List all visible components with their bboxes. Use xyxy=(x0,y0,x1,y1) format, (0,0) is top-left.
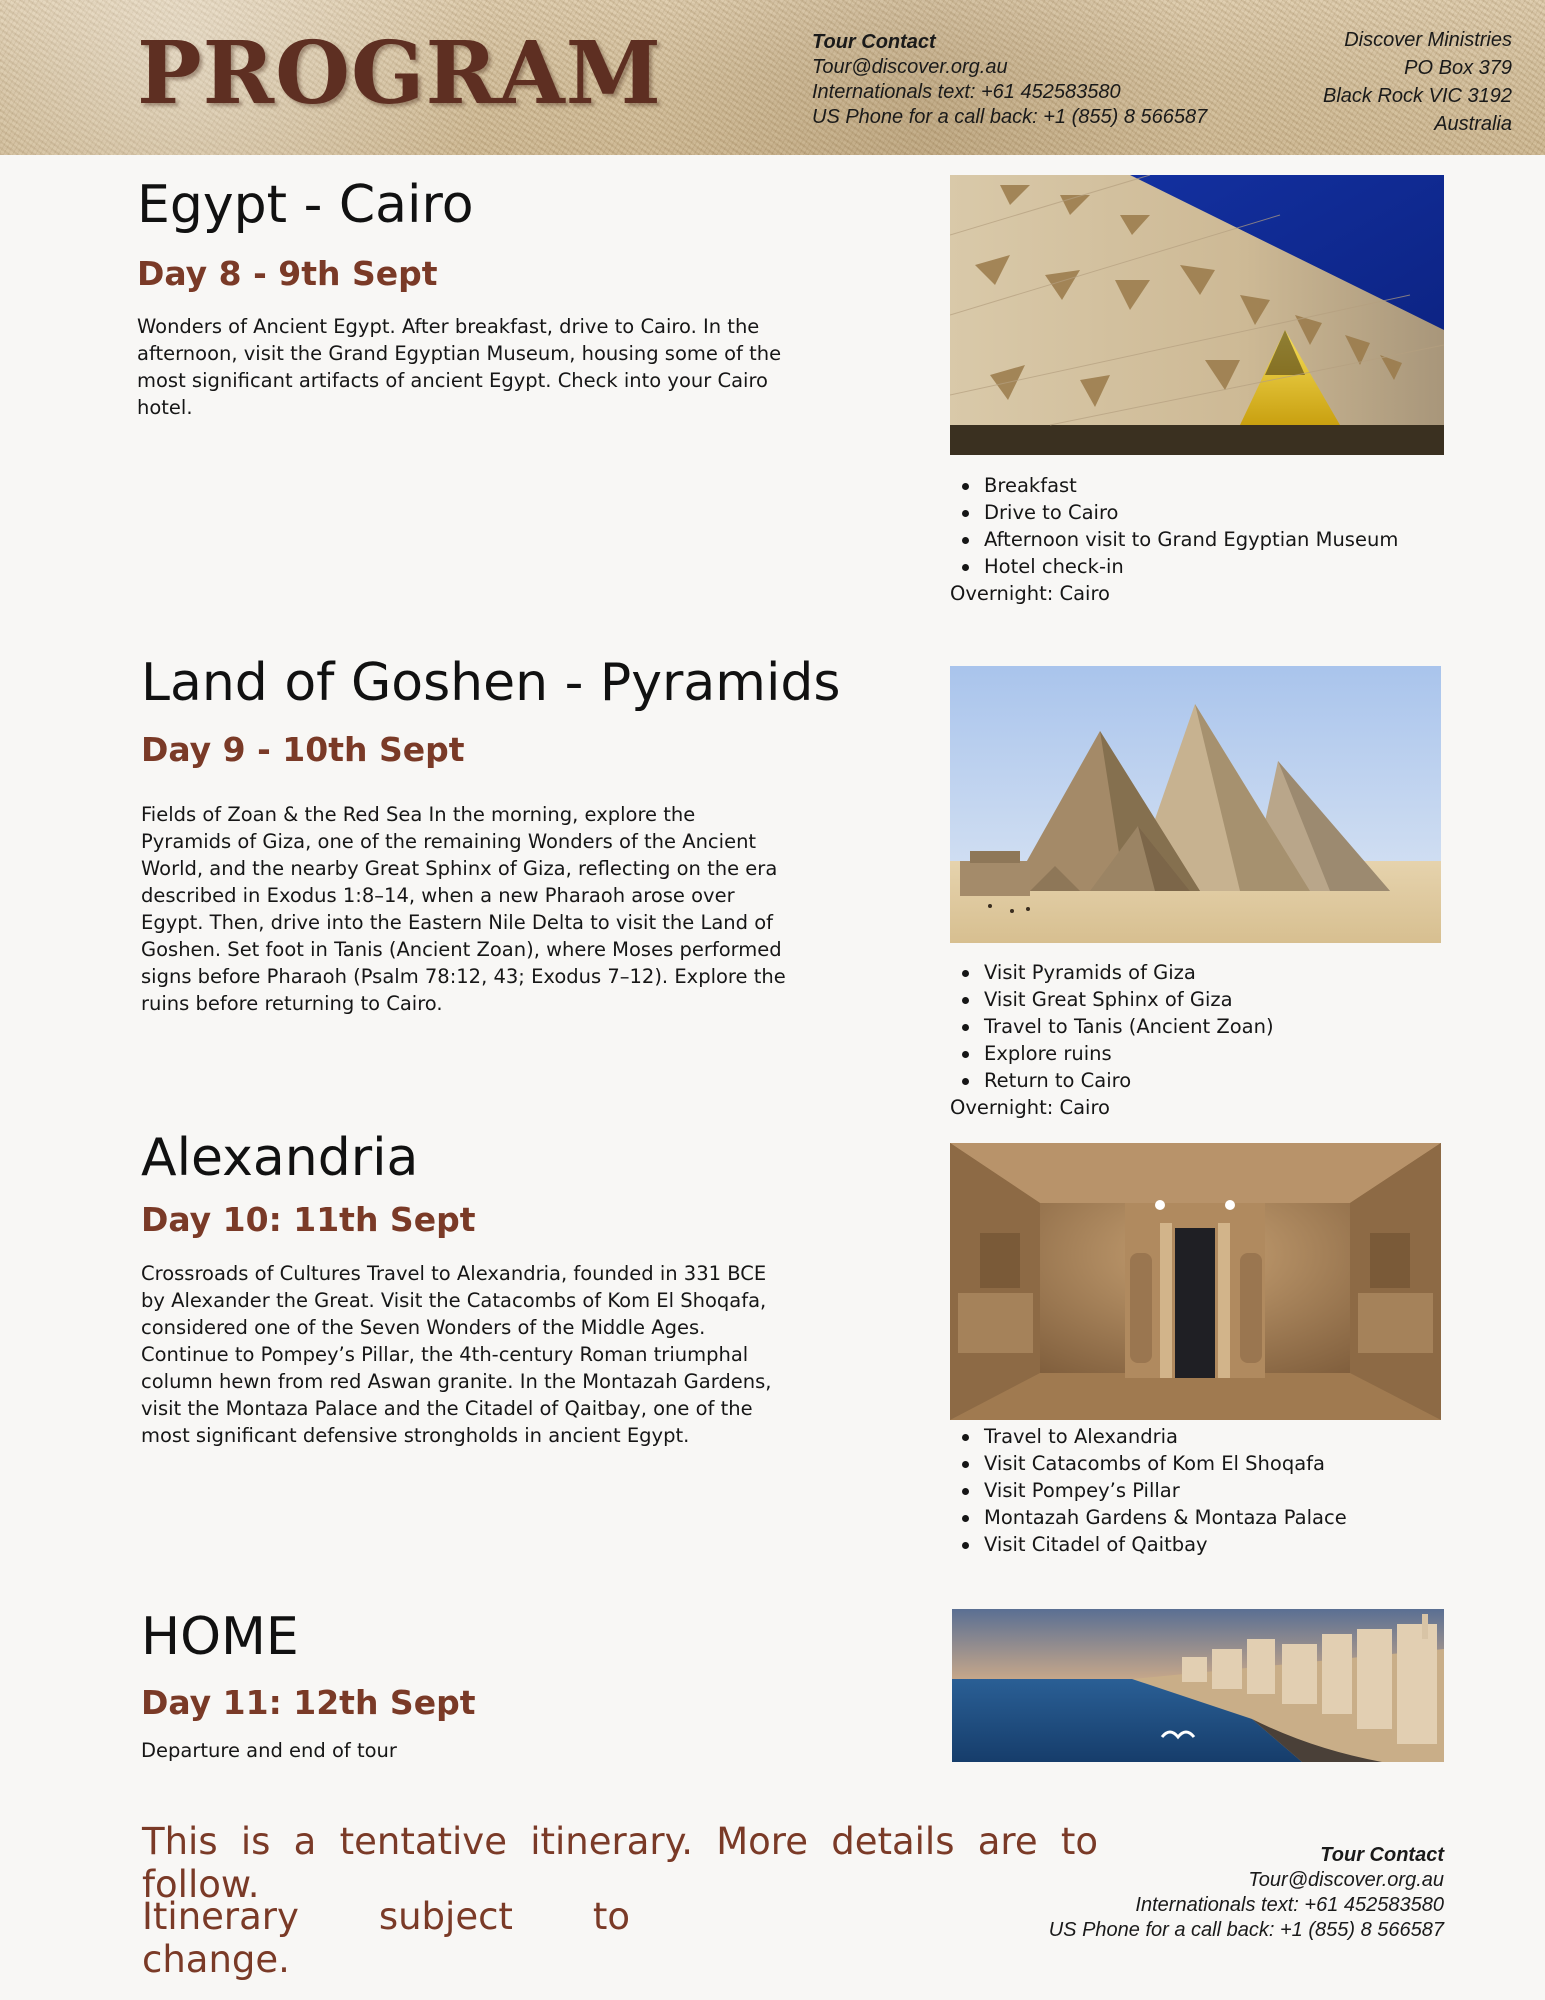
list-item: Montazah Gardens & Montaza Palace xyxy=(950,1504,1347,1531)
section-title-home: HOME xyxy=(141,1607,299,1667)
day-heading-8: Day 8 - 9th Sept xyxy=(137,254,438,293)
address-line: Black Rock VIC 3192 xyxy=(1323,85,1512,107)
itinerary-change-note: Itinerary subject to change. xyxy=(142,1895,630,1981)
list-item: Travel to Tanis (Ancient Zoan) xyxy=(950,1013,1274,1040)
overnight-goshen: Overnight: Cairo xyxy=(950,1096,1110,1119)
tour-contact-title: Tour Contact xyxy=(812,31,936,53)
section-description-alexandria: Crossroads of Cultures Travel to Alexandria, founded in 331 BCE by Alexander the Great. Visit the Catacombs of Kom El Shoqafa, considered one of the Seven Wonders of the Middle Ages. Continue to Pompey’s Pillar, the 4th-century Roman triumphal column hewn from red Aswan granite. In the Montazah Gardens, visit the Montaza Palace and the Citadel of Qaitbay, one of the most significant defensive strongholds in ancient Egypt. xyxy=(141,1262,772,1447)
list-item: Visit Catacombs of Kom El Shoqafa xyxy=(950,1450,1347,1477)
tentative-itinerary-note: This is a tentative itinerary. More details are to follow. xyxy=(142,1820,1098,1906)
tour-contact-email[interactable]: Tour@discover.org.au xyxy=(812,56,1008,78)
section-description-cairo: Wonders of Ancient Egypt. After breakfast, drive to Cairo. In the afternoon, visit the Grand Egyptian Museum, housing some of the most significant artifacts of ancient Egypt. Check into your Cairo hotel. xyxy=(137,315,782,419)
section-description-home: Departure and end of tour xyxy=(141,1739,397,1762)
alexandria-coastline-photo xyxy=(952,1609,1444,1762)
list-item: Hotel check-in xyxy=(950,553,1398,580)
address-line: Australia xyxy=(1434,113,1512,135)
tour-contact-intl-phone: Internationals text: +61 452583580 xyxy=(1135,1894,1444,1916)
section-title-alexandria: Alexandria xyxy=(141,1128,419,1188)
list-item: Visit Great Sphinx of Giza xyxy=(950,986,1274,1013)
highlights-list-cairo xyxy=(950,472,1398,580)
list-item: Visit Pompey’s Pillar xyxy=(950,1477,1347,1504)
footer-tour-contact xyxy=(1049,1843,1444,1943)
tour-contact-title: Tour Contact xyxy=(1320,1844,1444,1866)
header-tour-contact xyxy=(812,30,1207,130)
header-banner xyxy=(0,0,1545,155)
pyramids-of-giza-photo xyxy=(950,666,1441,943)
list-item: Visit Pyramids of Giza xyxy=(950,959,1274,986)
tour-contact-us-phone: US Phone for a call back: +1 (855) 8 566587 xyxy=(812,106,1208,128)
organization-address xyxy=(1323,26,1512,138)
list-item: Drive to Cairo xyxy=(950,499,1398,526)
highlights-list-goshen xyxy=(950,959,1274,1094)
tour-contact-us-phone: US Phone for a call back: +1 (855) 8 566587 xyxy=(1048,1919,1444,1941)
address-line: Discover Ministries xyxy=(1344,29,1512,51)
address-line: PO Box 379 xyxy=(1404,57,1512,79)
day-heading-11: Day 11: 12th Sept xyxy=(141,1683,476,1722)
day-heading-10: Day 10: 11th Sept xyxy=(141,1200,476,1239)
catacombs-photo xyxy=(950,1143,1441,1420)
tour-contact-email[interactable]: Tour@discover.org.au xyxy=(1248,1869,1444,1891)
overnight-cairo: Overnight: Cairo xyxy=(950,582,1110,605)
list-item: Travel to Alexandria xyxy=(950,1423,1347,1450)
page-title: PROGRAM xyxy=(137,23,662,124)
grand-egyptian-museum-photo xyxy=(950,175,1444,455)
section-title-cairo: Egypt - Cairo xyxy=(137,175,474,235)
list-item: Explore ruins xyxy=(950,1040,1274,1067)
section-description-goshen: Fields of Zoan & the Red Sea In the morning, explore the Pyramids of Giza, one of the remaining Wonders of the Ancient World, and the nearby Great Sphinx of Giza, reflecting on the era described in Exodus 1:8–14, when a new Pharaoh arose over Egypt. Then, drive into the Eastern Nile Delta to visit the Land of Goshen. Set foot in Tanis (Ancient Zoan), where Moses performed signs before Pharaoh (Psalm 78:12, 43; Exodus 7–12). Explore the ruins before returning to Cairo. xyxy=(141,803,786,1015)
list-item: Breakfast xyxy=(950,472,1398,499)
list-item: Afternoon visit to Grand Egyptian Museum xyxy=(950,526,1398,553)
tour-contact-intl-phone: Internationals text: +61 452583580 xyxy=(812,81,1121,103)
section-title-goshen: Land of Goshen - Pyramids xyxy=(141,653,841,713)
highlights-list-alexandria xyxy=(950,1423,1347,1558)
list-item: Return to Cairo xyxy=(950,1067,1274,1094)
list-item: Visit Citadel of Qaitbay xyxy=(950,1531,1347,1558)
day-heading-9: Day 9 - 10th Sept xyxy=(141,730,465,769)
